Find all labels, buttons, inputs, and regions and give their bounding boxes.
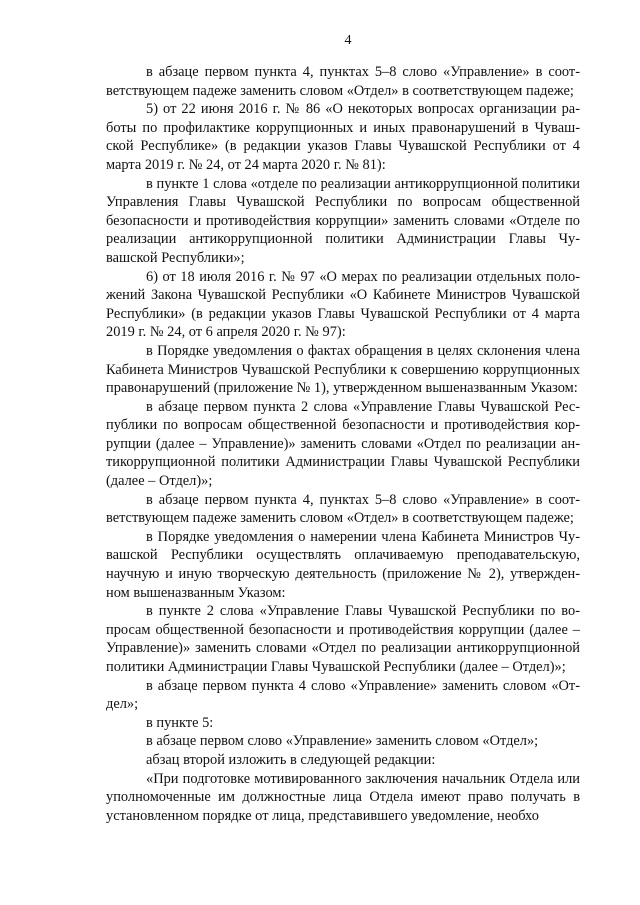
page-number: 4 xyxy=(344,33,352,48)
paragraph: в пункте 1 слова «отделе по реализации антикоррупционной политики Управления Главы Чувашской Республики по вопросам общественной безопасности и противодействия коррупции» заменить словами «Отделе по реализации антикоррупционной политики Администрации Главы Чувашской Республики»; xyxy=(106,175,580,266)
paragraph: в абзаце первом пункта 2 слова «Управление Главы Чувашской Республики по вопросам общественной безопасности и противодействия коррупции (далее – Управление)» заменить словами «Отдел по реализации антикоррупционной политики Администрации Главы Чувашской Республики (далее – Отдел)»; xyxy=(106,398,580,490)
paragraph: 5) от 22 июня 2016 г. № 86 «О некоторых вопросах организации работы по профилактике коррупционных и иных правонарушений в Чувашской Республике» (в редакции указов Главы Чувашской Республики от 4 марта 2019 г. № 24, от 24 марта 2020 г. № 81): xyxy=(106,101,580,173)
paragraph: «При подготовке мотивированного заключения начальник Отдела или уполномоченные им должностные лица Отдела имеют право получать в установленном порядке от лица, представившего уведомление, необхо xyxy=(106,770,580,824)
document-body xyxy=(106,63,580,825)
paragraph: в пункте 5: xyxy=(146,714,214,731)
paragraph: в Порядке уведомления о намерении члена Кабинета Министров Чувашской Республики осуществлять оплачиваемую преподавательскую, научную и иную творческую деятельность (приложение № 2), утвержденном вышеназванным Указом: xyxy=(106,528,580,601)
paragraph: в абзаце первом пункта 4, пунктах 5–8 слово «Управление» в соответствующем падеже заменить словом «Отдел» в соответствующем падеже; xyxy=(106,64,580,99)
paragraph: в абзаце первом пункта 4 слово «Управление» заменить словом «Отдел»; xyxy=(106,677,580,713)
paragraph: в пункте 2 слова «Управление Главы Чувашской Республики по вопросам общественной безопасности и противодействия коррупции (далее – Управление)» заменить словами «Отдел по реализации антикоррупционной политики Администрации Главы Чувашской Республики (далее – Отдел)»; xyxy=(106,603,580,675)
paragraph: 6) от 18 июля 2016 г. № 97 «О мерах по реализации отдельных положений Закона Чувашской Республики «О Кабинете Министров Чувашской Республики» (в редакции указов Главы Чувашской Республики от 4 марта 2019 г. № 24, от 6 апреля 2020 г. № 97): xyxy=(106,268,580,341)
paragraph: в абзаце первом слово «Управление» заменить словом «Отдел»; xyxy=(146,733,539,750)
paragraph: в абзаце первом пункта 4, пунктах 5–8 слово «Управление» в соответствующем падеже заменить словом «Отдел» в соответствующем падеже; xyxy=(106,491,580,527)
paragraph: в Порядке уведомления о фактах обращения в целях склонения члена Кабинета Министров Чувашской Республики к совершению коррупционных правонарушений (приложение № 1), утвержденном вышеназванным Указом: xyxy=(106,342,580,397)
paragraph: абзац второй изложить в следующей редакции: xyxy=(146,751,436,768)
